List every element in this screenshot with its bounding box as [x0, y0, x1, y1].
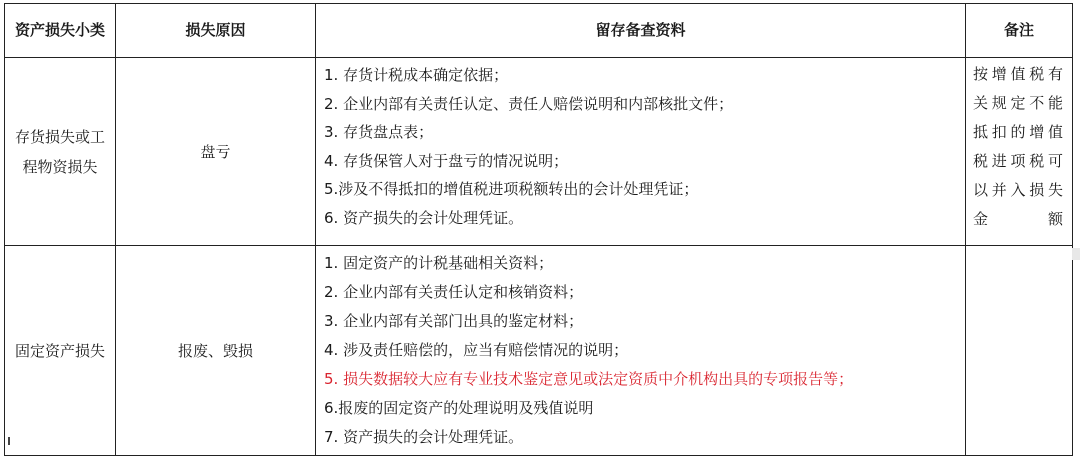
scroll-edge: [1072, 248, 1080, 260]
note-text: 按增值税有关规定不能抵扣的增值税进项税可以并入损失金额: [973, 65, 1065, 228]
list-item: 2. 企业内部有关责任认定、责任人赔偿说明和内部核批文件；: [324, 94, 734, 113]
list-item: 6.报废的固定资产的处理说明及残值说明: [324, 399, 594, 417]
note-cell: [966, 246, 1073, 456]
list-item: 6. 资产损失的会计处理凭证。: [324, 208, 524, 227]
cursor-mark: [8, 437, 10, 445]
list-item: 4. 存货保管人对于盘亏的情况说明；: [324, 151, 569, 170]
list-item: 1. 固定资产的计税基础相关资料；: [324, 254, 554, 272]
list-item: 7. 资产损失的会计处理凭证。: [324, 428, 524, 446]
list-item: 3. 存货盘点表；: [324, 123, 434, 141]
reason-cell: 盘亏: [116, 58, 316, 246]
header-materials: 留存备查资料: [316, 4, 966, 58]
category-cell: 固定资产损失: [5, 246, 116, 456]
header-note: 备注: [966, 4, 1073, 58]
materials-cell: [316, 246, 966, 456]
table-row: [5, 58, 1073, 246]
asset-loss-table: [4, 3, 1073, 456]
materials-cell: [316, 58, 966, 246]
header-row: [5, 4, 1073, 58]
list-item: 2. 企业内部有关责任认定和核销资料；: [324, 283, 584, 301]
header-category: 资产损失小类: [5, 4, 116, 58]
list-item: 4. 涉及责任赔偿的，应当有赔偿情况的说明；: [324, 341, 629, 359]
note-cell: [966, 58, 1073, 246]
table-row: [5, 246, 1073, 456]
category-cell: 存货损失或工程物资损失: [5, 58, 116, 246]
list-item: 5.涉及不得抵扣的增值税进项税额转出的会计处理凭证；: [324, 180, 699, 198]
list-item: 3. 企业内部有关部门出具的鉴定材料；: [324, 312, 584, 330]
reason-cell: 报废、毁损: [116, 246, 316, 456]
list-item: 1. 存货计税成本确定依据；: [324, 66, 509, 84]
header-reason: 损失原因: [116, 4, 316, 58]
list-item-highlighted: 5. 损失数据较大应有专业技术鉴定意见或法定资质中介机构出具的专项报告等；: [324, 370, 854, 388]
